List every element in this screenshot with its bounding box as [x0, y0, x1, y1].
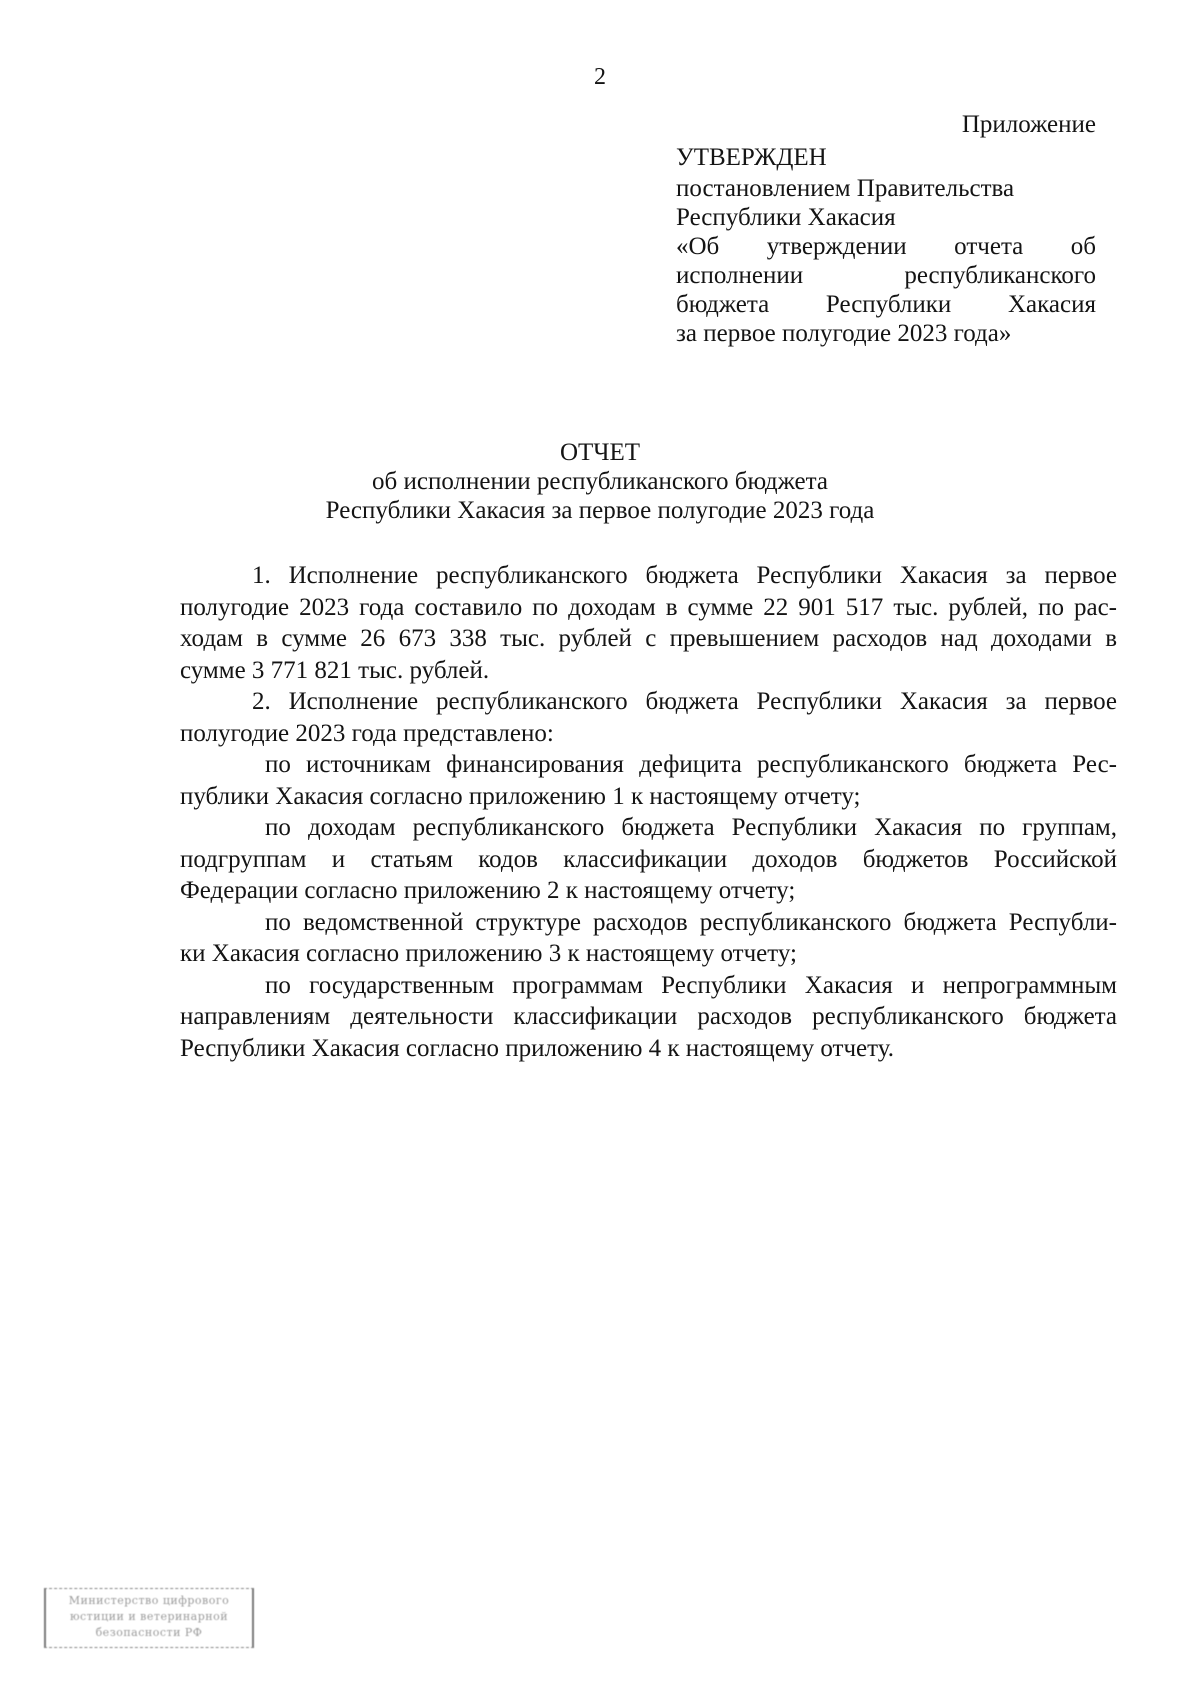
paragraph-2-line: полугодие 2023 года представлено: [180, 719, 554, 747]
report-body [180, 560, 1117, 1064]
stamp-line: Министерство цифрового [68, 1594, 230, 1607]
list-item-line: направлениям деятельности классификации расходов республиканского бюджета [180, 1003, 1117, 1030]
report-heading [0, 438, 1200, 525]
stamp-line: юстиции и ветеринарной [69, 1610, 229, 1623]
paragraph-1-line: 1. Исполнение республиканского бюджета Республики Хакасия за первое [252, 562, 1117, 589]
approval-line: «Об утверждении отчета об [676, 233, 1096, 260]
report-subtitle-line: Республики Хакасия за первое полугодие 2023 года [325, 497, 875, 524]
report-title: ОТЧЕТ [559, 439, 641, 466]
approval-line: Республики Хакасия [676, 204, 896, 231]
list-item-line: ки Хакасия согласно приложению 3 к настоящему отчету; [180, 940, 797, 967]
paragraph-2-line: 2. Исполнение республиканского бюджета Республики Хакасия за первое [252, 688, 1117, 715]
paragraph-1-line: сумме 3 771 821 тыс. рублей. [180, 656, 490, 684]
list-item-line: по источникам финансирования дефицита республиканского бюджета Рес- [265, 751, 1117, 778]
list-item-line: Федерации согласно приложению 2 к настоящему отчету; [180, 877, 796, 904]
paragraph-1-line: ходам в сумме 26 673 338 тыс. рублей с превышением расходов над доходами в [180, 625, 1117, 652]
stamp-line: безопасности РФ [95, 1626, 203, 1639]
list-item-line: Республики Хакасия согласно приложению 4 к настоящему отчету. [180, 1034, 894, 1062]
report-subtitle-line: об исполнении республиканского бюджета [372, 468, 828, 495]
approval-block [676, 142, 1096, 348]
page-number: 2 [594, 64, 606, 90]
approval-status: УТВЕРЖДЕН [676, 144, 827, 171]
approval-line: исполнении республиканского [676, 262, 1096, 289]
appendix-label: Приложение [961, 111, 1096, 138]
list-item-line: по ведомственной структуре расходов республиканского бюджета Республи- [265, 908, 1117, 936]
approval-line: постановлением Правительства [676, 175, 1015, 202]
list-item-line: публики Хакасия согласно приложению 1 к настоящему отчету; [180, 782, 861, 810]
paragraph-1-line: полугодие 2023 года составило по доходам в сумме 22 901 517 тыс. рублей, по рас- [180, 593, 1117, 621]
registration-stamp [44, 1588, 254, 1648]
list-item-line: по государственным программам Республики Хакасия и непрограммным [265, 971, 1117, 999]
list-item-line: по доходам республиканского бюджета Республики Хакасия по группам, [265, 814, 1117, 841]
list-item-line: подгруппам и статьям кодов классификации доходов бюджетов Российской [180, 845, 1117, 873]
approval-line: бюджета Республики Хакасия [676, 291, 1096, 318]
approval-line: за первое полугодие 2023 года» [676, 320, 1012, 347]
